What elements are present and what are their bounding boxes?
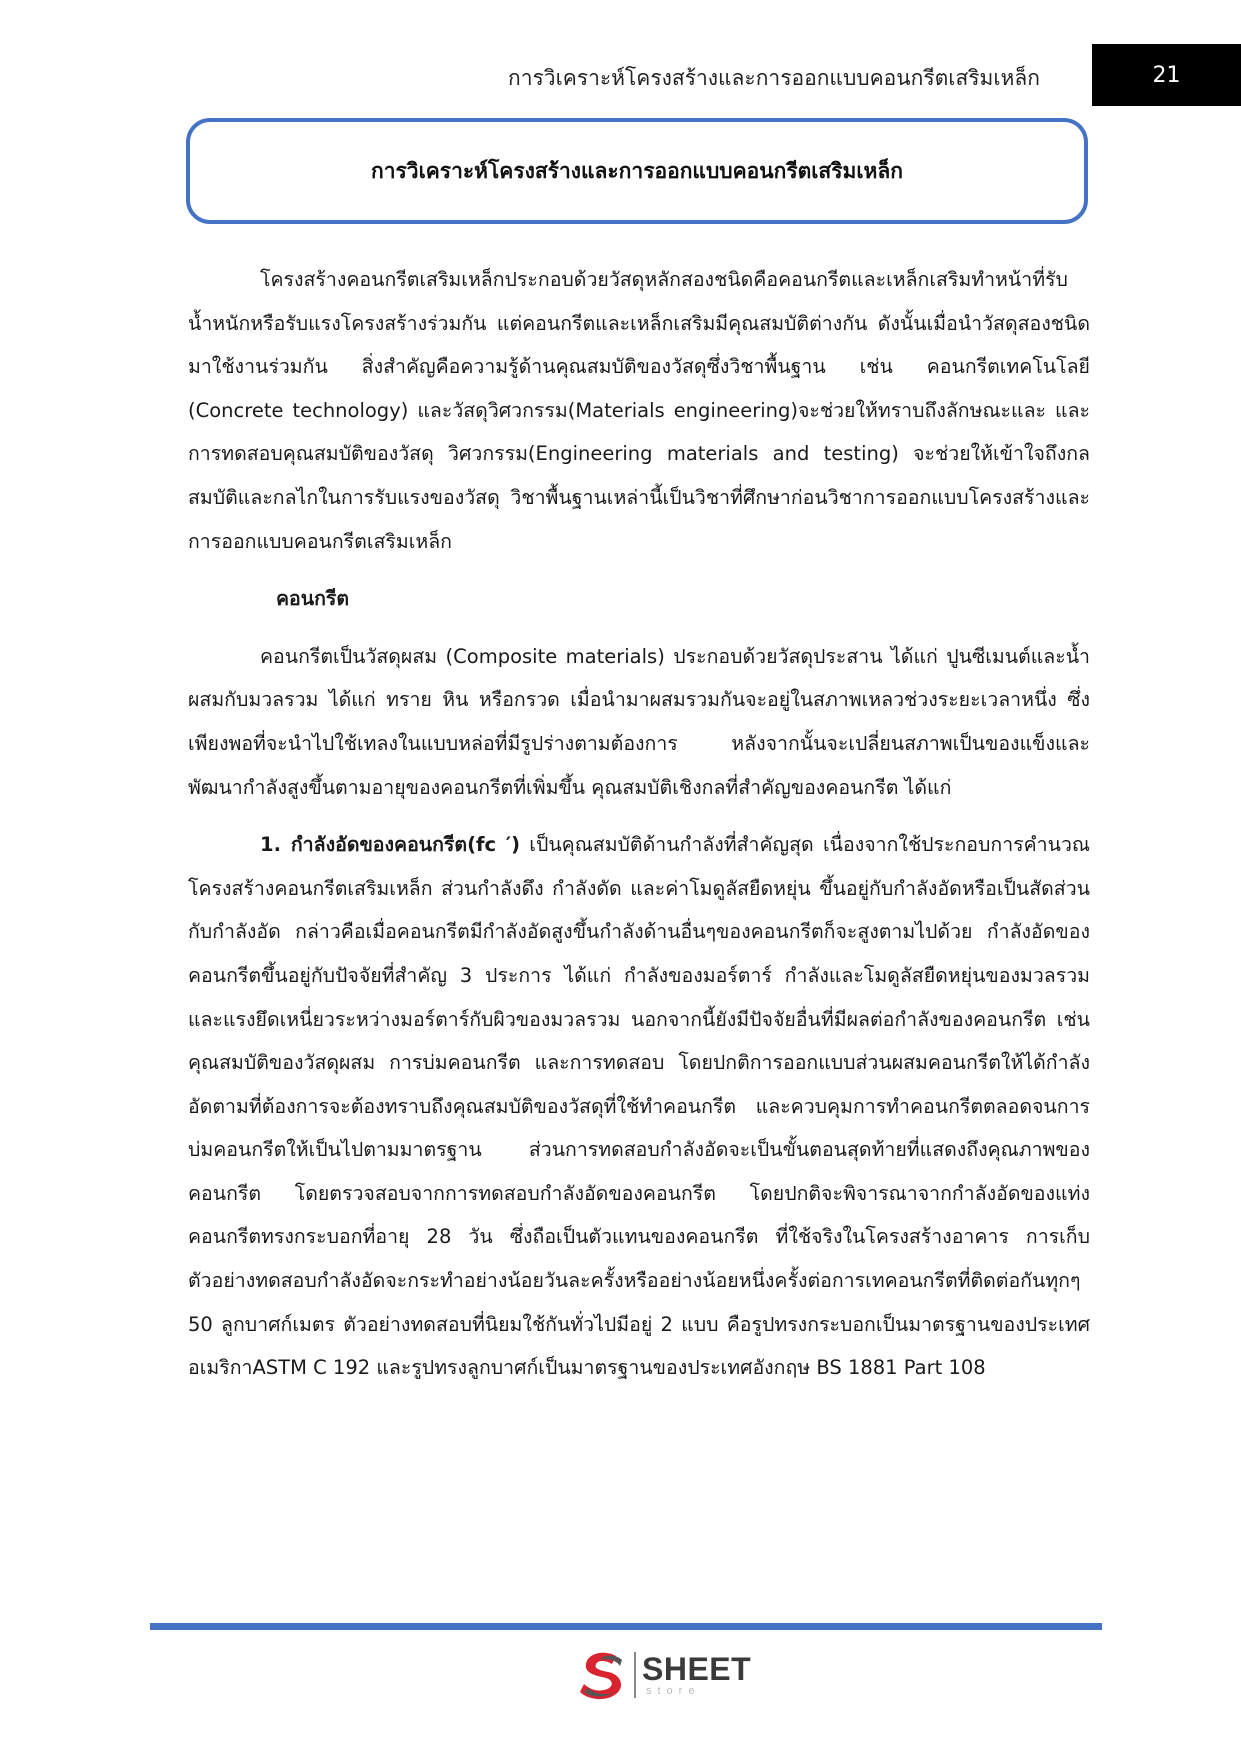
concrete-paragraph: คอนกรีตเป็นวัสดุผสม (Composite materials) ประกอบด้วยวัสดุประสาน ได้แก่ ปูนซีเมนต์และน้ำ ผสมกับมวลรวม ได้แก่ ทราย หิน หรือกรวด เมื่อนำมาผสมรวมกันจะอยู่ในสภาพเหลวช่วงระยะเวลาหนึ่ง ซึ่งเพียงพอที่จะนำไปใช้เทลงในแบบหล่อที่มีรูปร่างตามต้องการ หลังจากนั้นจะเปลี่ยนสภาพเป็นของแข็งและพัฒนากำลังสูงขึ้นตามอายุของคอนกรีตที่เพิ่มขึ้น คุณสมบัติเชิงกลที่สำคัญของคอนกรีต ได้แก่: [188, 644, 1090, 799]
document-title: การวิเคราะห์โครงสร้างและการออกแบบคอนกรีตเสริมเหล็ก: [371, 158, 903, 183]
sheet-store-logo-icon: [576, 1648, 628, 1702]
logo-words: [642, 1653, 751, 1697]
intro-paragraph: โครงสร้างคอนกรีตเสริมเหล็กประกอบด้วยวัสดุหลักสองชนิดคือคอนกรีตและเหล็กเสริมทำหน้าที่รับน้ำหนักหรือรับแรงโครงสร้างร่วมกัน แต่คอนกรีตและเหล็กเสริมมีคุณสมบัติต่างกัน ดังนั้นเมื่อนำวัสดุสองชนิดมาใช้งานร่วมกัน สิ่งสำคัญคือความรู้ด้านคุณสมบัติของวัสดุซึ่งวิชาพื้นฐาน เช่น คอนกรีตเทคโนโลยี (Concrete technology) และวัสดุวิศวกรรม(Materials engineering)จะช่วยให้ทราบถึงลักษณะและ และการทดสอบคุณสมบัติของวัสดุ วิศวกรรม(Engineering materials and testing) จะช่วยให้เข้าใจถึงกลสมบัติและกลไกในการรับแรงของวัสดุ วิชาพื้นฐานเหล่านี้เป็นวิชาที่ศึกษาก่อนวิชาการออกแบบโครงสร้างและการออกแบบคอนกรีตเสริมเหล็ก: [188, 268, 1090, 553]
item-1-label: 1. กำลังอัดของคอนกรีต(fc ′): [260, 833, 520, 857]
running-header-title: การวิเคราะห์โครงสร้างและการออกแบบคอนกรีตเสริมเหล็ก: [508, 66, 1040, 90]
logo-subtext: store: [646, 1685, 701, 1697]
logo-divider: [634, 1652, 636, 1698]
document-body: [188, 258, 1090, 1404]
footer-rule: [150, 1623, 1102, 1630]
section-heading-concrete: คอนกรีต: [276, 587, 350, 611]
compressive-strength-paragraph: [188, 823, 1090, 1390]
item-1-text: เป็นคุณสมบัติด้านกำลังที่สำคัญสุด เนื่องจากใช้ประกอบการคำนวณโครงสร้างคอนกรีตเสริมเหล็ก ส่วนกำลังดึง กำลังดัด และค่าโมดูลัสยืดหยุ่น ขึ้นอยู่กับกำลังอัดหรือเป็นสัดส่วนกับกำลังอัด กล่าวคือเมื่อคอนกรีตมีกำลังอัดสูงขึ้นกำลังด้านอื่นๆของคอนกรีตก็จะสูงตามไปด้วย กำลังอัดของคอนกรีตขึ้นอยู่กับปัจจัยที่สำคัญ 3 ประการ ได้แก่ กำลังของมอร์ตาร์ กำลังและโมดูลัสยืดหยุ่นของมวลรวม และแรงยึดเหนี่ยวระหว่างมอร์ตาร์กับผิวของมวลรวม นอกจากนี้ยังมีปัจจัยอื่นที่มีผลต่อกำลังของคอนกรีต เช่น คุณสมบัติของวัสดุผสม การบ่มคอนกรีต และการทดสอบ โดยปกติการออกแบบส่วนผสมคอนกรีตให้ได้กำลังอัดตามที่ต้องการจะต้องทราบถึงคุณสมบัติของวัสดุที่ใช้ทำคอนกรีต และควบคุมการทำคอนกรีตตลอดจนการบ่มคอนกรีตให้เป็นไปตามมาตรฐาน ส่วนการทดสอบกำลังอัดจะเป็นขั้นตอนสุดท้ายที่แสดงถึงคุณภาพของคอนกรีต โดยตรวจสอบจากการทดสอบกำลังอัดของคอนกรีต โดยปกติจะพิจารณาจากกำลังอัดของแท่งคอนกรีตทรงกระบอกที่อายุ 28 วัน ซึ่งถือเป็นตัวแทนของคอนกรีต ที่ใช้จริงในโครงสร้างอาคาร การเก็บตัวอย่างทดสอบกำลังอัดจะกระทำอย่างน้อยวันละครั้งหรืออย่างน้อยหนึ่งครั้งต่อการเทคอนกรีตที่ติดต่อกันทุกๆ 50 ลูกบาศก์เมตร ตัวอย่างทดสอบที่นิยมใช้กันทั่วไปมีอยู่ 2 แบบ คือรูปทรงกระบอกเป็นมาตรฐานของประเทศอเมริกาASTM C 192 และรูปทรงลูกบาศก์เป็นมาตรฐานของประเทศอังกฤษ BS 1881 Part 108: [188, 833, 1090, 1380]
logo-text: SHEET: [642, 1651, 752, 1687]
title-box: [186, 118, 1088, 224]
footer-logo: [576, 1648, 751, 1702]
page-number: 21: [1092, 44, 1241, 106]
